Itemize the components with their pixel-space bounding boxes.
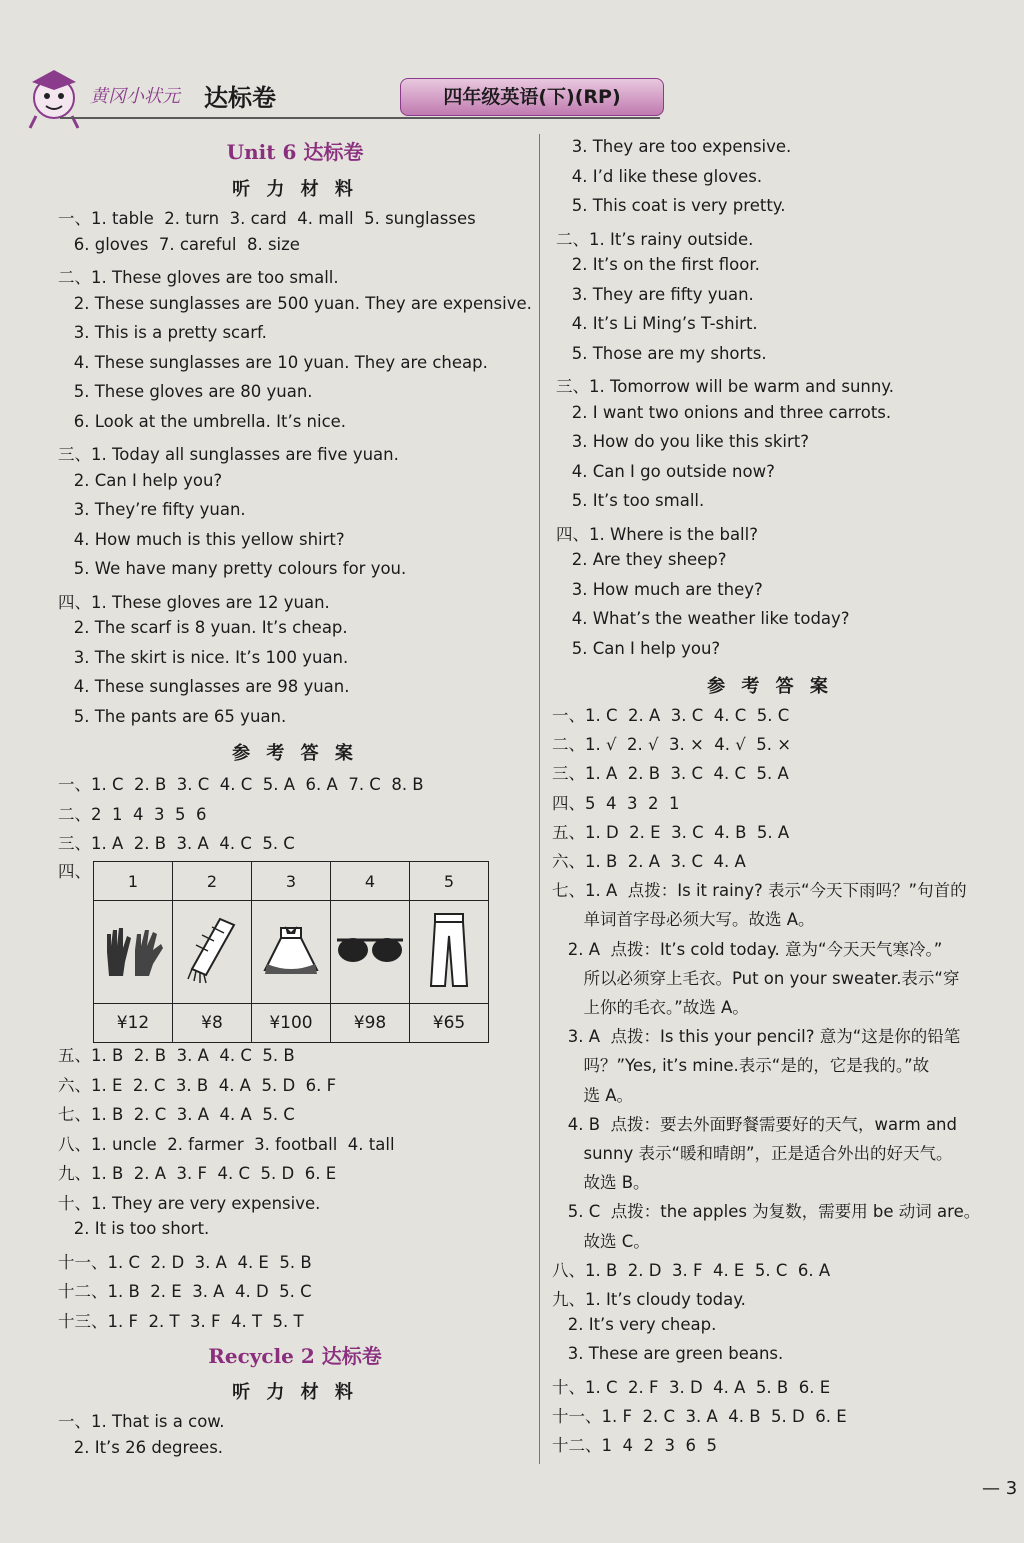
brand-name: 黄冈小状元	[90, 86, 180, 107]
text-line: 2. The scarf is 8 yuan. It’s cheap.	[58, 618, 348, 637]
text-line: 5. Those are my shorts.	[556, 343, 767, 363]
text-line: 2. I want two onions and three carrots.	[556, 402, 892, 422]
text-line: 五、1. B 2. B 3. A 4. C 5. B	[58, 1046, 295, 1065]
text-line: 3. They’re fifty yuan.	[58, 500, 246, 519]
text-line: 4. These sunglasses are 98 yuan.	[58, 677, 350, 696]
text-line: 四、1. These gloves are 12 yuan.	[58, 592, 330, 612]
text-line: 5. It’s too small.	[556, 491, 705, 510]
price-table	[93, 861, 489, 1043]
text-line: 三、1. Tomorrow will be warm and sunny.	[556, 377, 894, 396]
gloves-cell	[94, 901, 173, 1004]
pants-icon	[427, 912, 471, 988]
text-line: 十一、1. F 2. C 3. A 4. B 5. D 6. E	[552, 1406, 847, 1426]
text-line: 3. The skirt is nice. It’s 100 yuan.	[58, 647, 349, 667]
text-line: 十、1. C 2. F 3. D 4. A 5. B 6. E	[552, 1377, 831, 1397]
text-line: 2. A 点拨：It’s cold today. 意为“今天天气寒冷。”	[552, 939, 943, 959]
text-line: 所以必须穿上毛衣。Put on your sweater.表示“穿	[552, 968, 960, 988]
text-line: 4. Can I go outside now?	[556, 461, 775, 481]
text-line: 2. It is too short.	[58, 1219, 210, 1238]
text-line: 5. These gloves are 80 yuan.	[58, 382, 313, 401]
gloves-icon	[101, 922, 165, 978]
text-line: 3. A 点拨：Is this your pencil? 意为“这是你的铅笔	[552, 1027, 961, 1047]
page-number: — 3	[982, 1478, 1018, 1499]
text-line: 四、5 4 3 2 1	[552, 793, 680, 813]
section-title: 达标卷	[204, 83, 276, 112]
text-line: 6. Look at the umbrella. It’s nice.	[58, 411, 347, 431]
text-line: 四、1. Where is the ball?	[556, 524, 758, 544]
text-line: 八、1. uncle 2. farmer 3. football 4. tall	[58, 1134, 395, 1154]
price-4: ¥98	[331, 1004, 410, 1043]
text-line: 三、1. Today all sunglasses are five yuan.	[58, 445, 399, 464]
text-line: 5. This coat is very pretty.	[556, 196, 786, 215]
text-line: 3. They are too expensive.	[556, 137, 792, 156]
text-line: 十一、1. C 2. D 3. A 4. E 5. B	[58, 1252, 312, 1272]
text-line: 五、1. D 2. E 3. C 4. B 5. A	[552, 822, 790, 842]
text-line: 5. C 点拨：the apples 为复数，需要用 be 动词 are。	[552, 1202, 981, 1222]
text-line: 3. These are green beans.	[552, 1344, 784, 1364]
cartoon-logo-icon	[18, 60, 92, 130]
price-2: ¥8	[173, 1004, 252, 1043]
text-line: 3. This is a pretty scarf.	[58, 323, 267, 342]
text-line: 4. These sunglasses are 10 yuan. They are cheap.	[58, 352, 488, 372]
text-line: 4. B 点拨：要去外面野餐需要好的天气，warm and	[552, 1114, 957, 1134]
text-line: 5. The pants are 65 yuan.	[58, 706, 287, 726]
text-line: 七、1. B 2. C 3. A 4. A 5. C	[58, 1105, 295, 1124]
text-line: 一、1. That is a cow.	[58, 1412, 225, 1431]
text-line: 单词首字母必须大写。故选 A。	[552, 910, 815, 930]
text-line: 十三、1. F 2. T 3. F 4. T 5. T	[58, 1311, 304, 1331]
text-line: 2. Are they sheep?	[556, 550, 727, 569]
text-line: 九、1. B 2. A 3. F 4. C 5. D 6. E	[58, 1164, 337, 1183]
text-line: 2. It’s 26 degrees.	[58, 1438, 224, 1457]
text-line: 二、1. These gloves are too small.	[58, 268, 339, 287]
text-line: 2. It’s very cheap.	[552, 1315, 717, 1335]
grade-badge: 四年级英语(下)(RP)	[400, 78, 664, 116]
text-line: 5. We have many pretty colours for you.	[58, 559, 407, 578]
text-line: 六、1. E 2. C 3. B 4. A 5. D 6. F	[58, 1075, 337, 1095]
sunglasses-cell	[331, 901, 410, 1004]
text-line: 2. It’s on the first floor.	[556, 255, 760, 274]
text-line: 3. How much are they?	[556, 579, 763, 599]
column-divider	[539, 134, 540, 1464]
text-line: 4. I’d like these gloves.	[556, 166, 763, 186]
text-line: sunny 表示“暖和晴朗”，正是适合外出的好天气。	[552, 1144, 953, 1163]
text-line: 4. How much is this yellow shirt?	[58, 529, 345, 549]
text-line: 故选 C。	[552, 1231, 650, 1251]
unit6-listen-title: 听 力 材 料	[232, 179, 358, 200]
price-3: ¥100	[252, 1004, 331, 1043]
text-line: 一、1. C 2. A 3. C 4. C 5. C	[552, 706, 790, 725]
text-line: 3. They are fifty yuan.	[556, 284, 754, 304]
text-line: 十二、1 4 2 3 6 5	[552, 1436, 717, 1455]
table-num-2: 2	[173, 862, 252, 901]
scarf-icon	[182, 915, 242, 985]
text-line: 吗？”Yes, it’s mine.表示“是的，它是我的。”故	[552, 1056, 930, 1076]
price-5: ¥65	[410, 1004, 489, 1043]
text-line: 六、1. B 2. A 3. C 4. A	[552, 852, 746, 871]
table-label: 四、	[58, 862, 91, 881]
text-line: 2. Can I help you?	[58, 470, 223, 490]
table-num-5: 5	[410, 862, 489, 901]
text-line: 二、1. It’s rainy outside.	[556, 229, 754, 249]
unit6-title: Unit 6 达标卷	[226, 140, 364, 164]
text-line: 十二、1. B 2. E 3. A 4. D 5. C	[58, 1282, 312, 1301]
recycle2-listen-title: 听 力 材 料	[232, 1382, 358, 1403]
text-line: 八、1. B 2. D 3. F 4. E 5. C 6. A	[552, 1260, 831, 1280]
text-line: 选 A。	[552, 1085, 634, 1105]
table-num-4: 4	[331, 862, 410, 901]
skirt-icon	[259, 918, 323, 982]
table-num-1: 1	[94, 862, 173, 901]
text-line: 2. These sunglasses are 500 yuan. They are expensive.	[58, 293, 532, 313]
text-line: 5. Can I help you?	[556, 638, 721, 658]
pants-cell	[410, 901, 489, 1004]
text-line: 6. gloves 7. careful 8. size	[58, 234, 300, 254]
text-line: 4. What’s the weather like today?	[556, 609, 850, 628]
text-line: 一、1. table 2. turn 3. card 4. mall 5. sunglasses	[58, 209, 476, 228]
unit6-answer-title: 参 考 答 案	[232, 743, 358, 764]
sunglasses-icon	[335, 930, 405, 970]
skirt-cell	[252, 901, 331, 1004]
text-line: 三、1. A 2. B 3. C 4. C 5. A	[552, 764, 789, 784]
text-line: 一、1. C 2. B 3. C 4. C 5. A 6. A 7. C 8. B	[58, 775, 424, 794]
text-line: 故选 B。	[552, 1173, 650, 1193]
text-line: 九、1. It’s cloudy today.	[552, 1290, 746, 1309]
text-line: 二、1. √ 2. √ 3. × 4. √ 5. ×	[552, 735, 792, 755]
header-rule	[60, 117, 660, 119]
scarf-cell	[173, 901, 252, 1004]
table-num-3: 3	[252, 862, 331, 901]
text-line: 七、1. A 点拨：Is it rainy? 表示“今天下雨吗？”句首的	[552, 881, 967, 901]
text-line: 三、1. A 2. B 3. A 4. C 5. C	[58, 834, 295, 853]
price-1: ¥12	[94, 1004, 173, 1043]
text-line: 十、1. They are very expensive.	[58, 1193, 321, 1213]
text-line: 3. How do you like this skirt?	[556, 432, 809, 451]
text-line: 上你的毛衣。”故选 A。	[552, 998, 749, 1017]
text-line: 4. It’s Li Ming’s T-shirt.	[556, 314, 758, 333]
recycle2-answer-title: 参 考 答 案	[707, 676, 833, 697]
recycle2-title: Recycle 2 达标卷	[208, 1344, 382, 1368]
text-line: 二、2 1 4 3 5 6	[58, 804, 207, 824]
